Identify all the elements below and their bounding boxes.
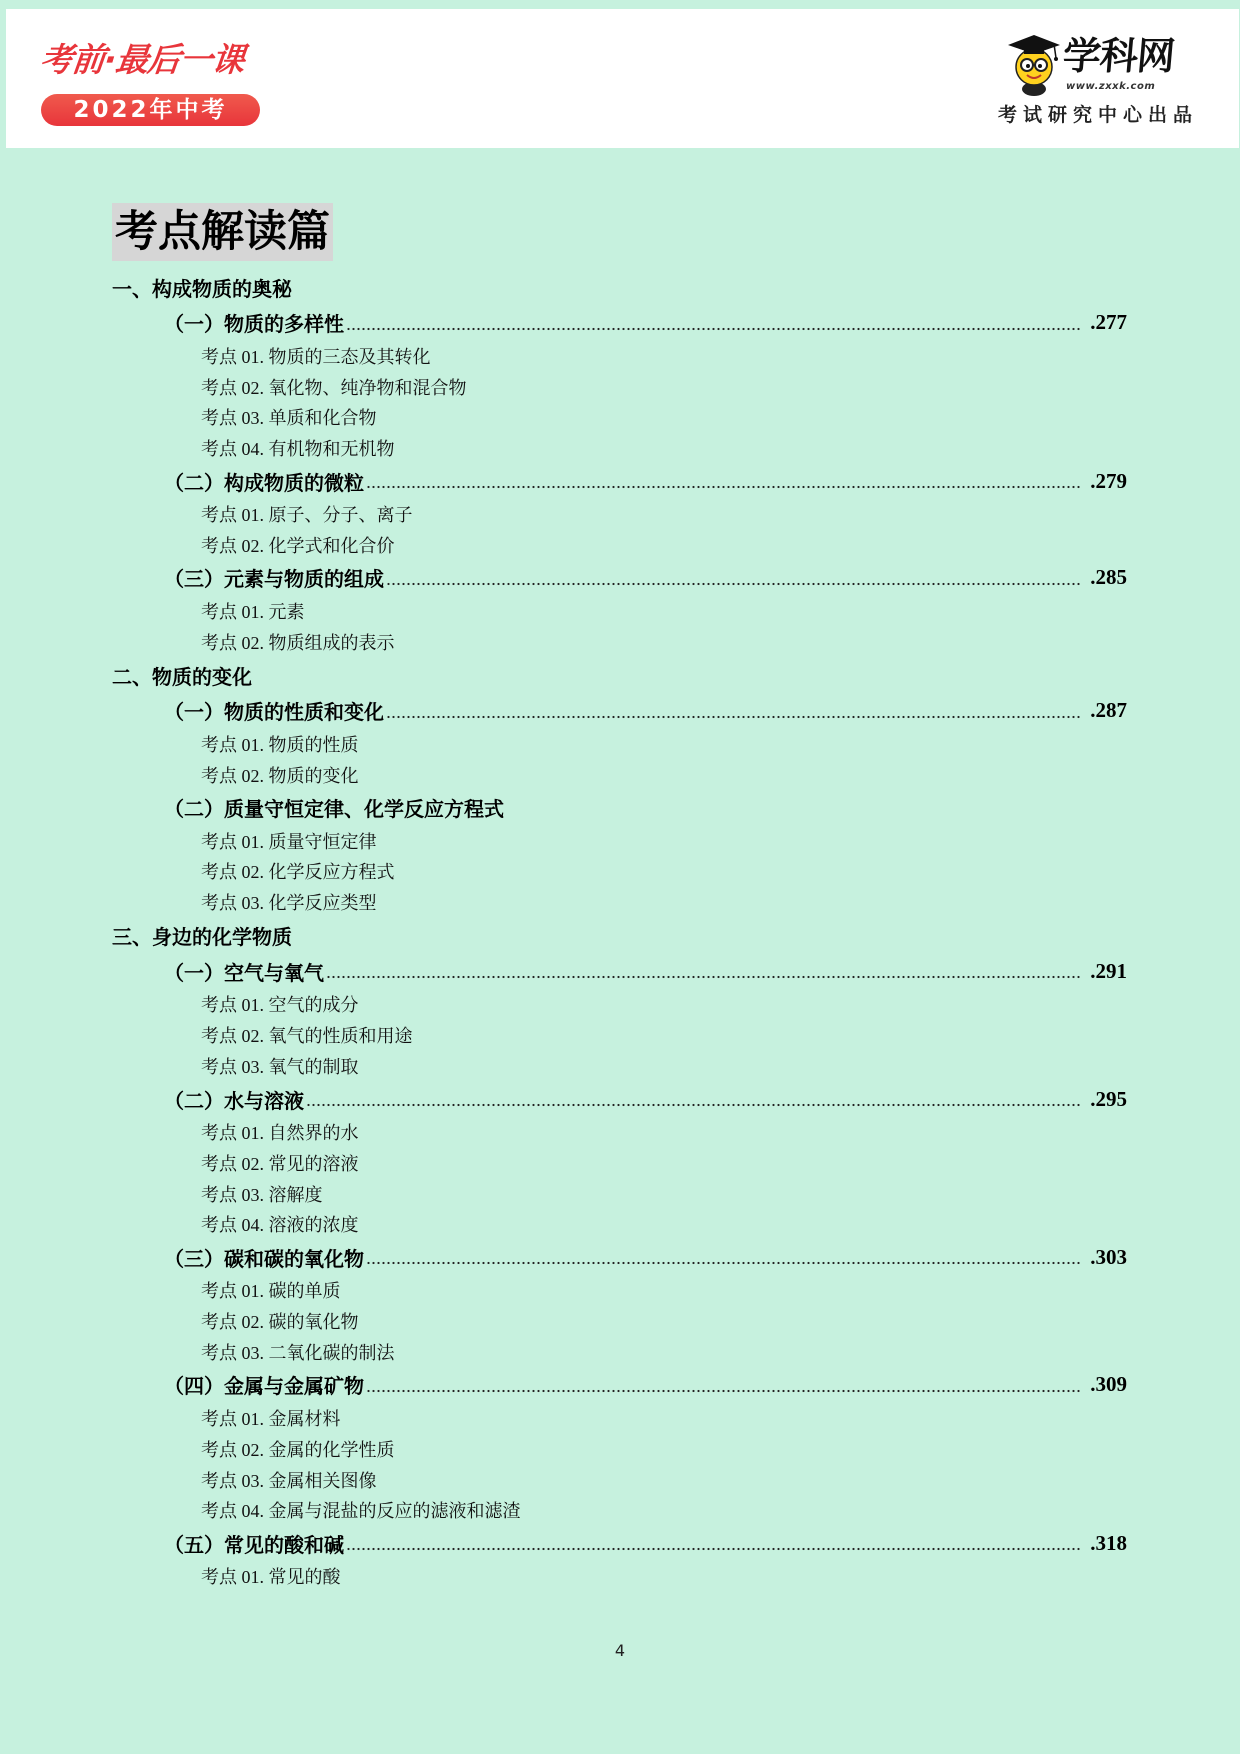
dot-leader — [306, 1091, 1082, 1107]
toc-item: 考点 03. 单质和化合物 — [201, 408, 377, 429]
toc-item: 考点 03. 化学反应类型 — [201, 893, 377, 914]
toc-subsection-row — [112, 560, 1127, 595]
toc-subsection-row — [112, 790, 1127, 825]
toc-subsection-title: （一）物质的多样性 — [164, 312, 344, 337]
toc-page-number: .309 — [1090, 1372, 1127, 1397]
toc-item: 考点 02. 金属的化学性质 — [201, 1439, 395, 1460]
toc-subsection-row — [112, 954, 1127, 989]
toc-item: 考点 02. 氧气的性质和用途 — [201, 1026, 413, 1047]
toc-section-heading: 一、构成物质的奥秘 — [112, 276, 292, 301]
toc-subsection-title: （二）水与溶液 — [164, 1088, 304, 1113]
toc-item: 考点 01. 元素 — [201, 601, 305, 622]
dot-leader — [386, 570, 1082, 586]
toc-subsection-title: （二）构成物质的微粒 — [164, 470, 364, 495]
toc-item: 考点 02. 氧化物、纯净物和混合物 — [201, 377, 467, 398]
toc-item: 考点 02. 物质组成的表示 — [201, 632, 395, 653]
brand-name: 学科网 — [1061, 34, 1176, 78]
mascot-icon — [1006, 31, 1062, 97]
dot-leader — [366, 1377, 1082, 1393]
toc-item: 考点 01. 物质的三态及其转化 — [201, 346, 431, 367]
toc-subsection-title: （三）元素与物质的组成 — [164, 567, 384, 592]
toc-item: 考点 01. 金属材料 — [201, 1408, 341, 1429]
dot-leader — [346, 315, 1082, 331]
toc-subsection-title: （三）碳和碳的氧化物 — [164, 1246, 364, 1271]
toc-subsection-row — [112, 693, 1127, 728]
toc-subsection-row — [112, 305, 1127, 340]
toc-item: 考点 04. 溶液的浓度 — [201, 1215, 359, 1236]
toc-item: 考点 02. 碳的氧化物 — [201, 1312, 359, 1333]
toc-subsection-title: （四）金属与金属矿物 — [164, 1374, 364, 1399]
toc-page-number: .303 — [1090, 1244, 1127, 1269]
dot-leader — [366, 1249, 1082, 1265]
toc-page-number: .295 — [1090, 1086, 1127, 1111]
toc-item: 考点 02. 常见的溶液 — [201, 1153, 359, 1174]
dot-leader — [346, 1535, 1082, 1551]
toc-page-number: .279 — [1090, 468, 1127, 493]
toc-section-heading: 三、身边的化学物质 — [112, 925, 292, 950]
toc-subsection-row — [112, 1240, 1127, 1275]
toc-item: 考点 04. 有机物和无机物 — [201, 439, 395, 460]
toc-subsection-title: （一）空气与氧气 — [164, 960, 324, 985]
left-logo-title: 考前·最后一课 — [38, 40, 246, 79]
toc-item: 考点 03. 氧气的制取 — [201, 1057, 359, 1078]
header-band — [6, 9, 1239, 148]
dot-leader — [386, 703, 1082, 719]
table-of-contents — [112, 269, 1127, 1592]
toc-page-number: .277 — [1090, 310, 1127, 335]
brand-url: www.zxxk.com — [1066, 81, 1156, 92]
dot-leader — [326, 963, 1082, 979]
toc-page-number: .285 — [1090, 565, 1127, 590]
dot-leader — [366, 473, 1082, 489]
toc-page-number: .318 — [1090, 1530, 1127, 1555]
toc-item: 考点 02. 化学反应方程式 — [201, 862, 395, 883]
toc-item: 考点 01. 物质的性质 — [201, 734, 359, 755]
toc-subsection-row — [112, 1081, 1127, 1116]
toc-item: 考点 04. 金属与混盐的反应的滤液和滤渣 — [201, 1501, 521, 1522]
toc-subsection-title: （二）质量守恒定律、化学反应方程式 — [164, 797, 504, 822]
toc-item: 考点 02. 物质的变化 — [201, 765, 359, 786]
toc-item: 考点 01. 自然界的水 — [201, 1123, 359, 1144]
toc-item: 考点 03. 金属相关图像 — [201, 1470, 377, 1491]
toc-item: 考点 01. 空气的成分 — [201, 995, 359, 1016]
toc-subsection-row — [112, 1526, 1127, 1561]
toc-item: 考点 03. 二氧化碳的制法 — [201, 1342, 395, 1363]
page-number: 4 — [614, 1641, 626, 1660]
toc-item: 考点 01. 质量守恒定律 — [201, 831, 377, 852]
left-logo-badge: 2022年中考 — [41, 94, 260, 126]
toc-subsection-title: （一）物质的性质和变化 — [164, 700, 384, 725]
toc-item: 考点 02. 化学式和化合价 — [201, 535, 395, 556]
toc-item: 考点 01. 常见的酸 — [201, 1567, 341, 1588]
toc-item: 考点 03. 溶解度 — [201, 1184, 323, 1205]
toc-page-number: .291 — [1090, 958, 1127, 983]
toc-subsection-title: （五）常见的酸和碱 — [164, 1532, 344, 1557]
toc-subsection-row — [112, 1367, 1127, 1402]
toc-subsection-row — [112, 464, 1127, 499]
toc-section-heading: 二、物质的变化 — [112, 664, 252, 689]
toc-item: 考点 01. 碳的单质 — [201, 1281, 341, 1302]
toc-item: 考点 01. 原子、分子、离子 — [201, 505, 413, 526]
brand-tagline: 考试研究中心出品 — [998, 104, 1199, 126]
toc-page-number: .287 — [1090, 698, 1127, 723]
page-title: 考点解读篇 — [112, 203, 333, 261]
